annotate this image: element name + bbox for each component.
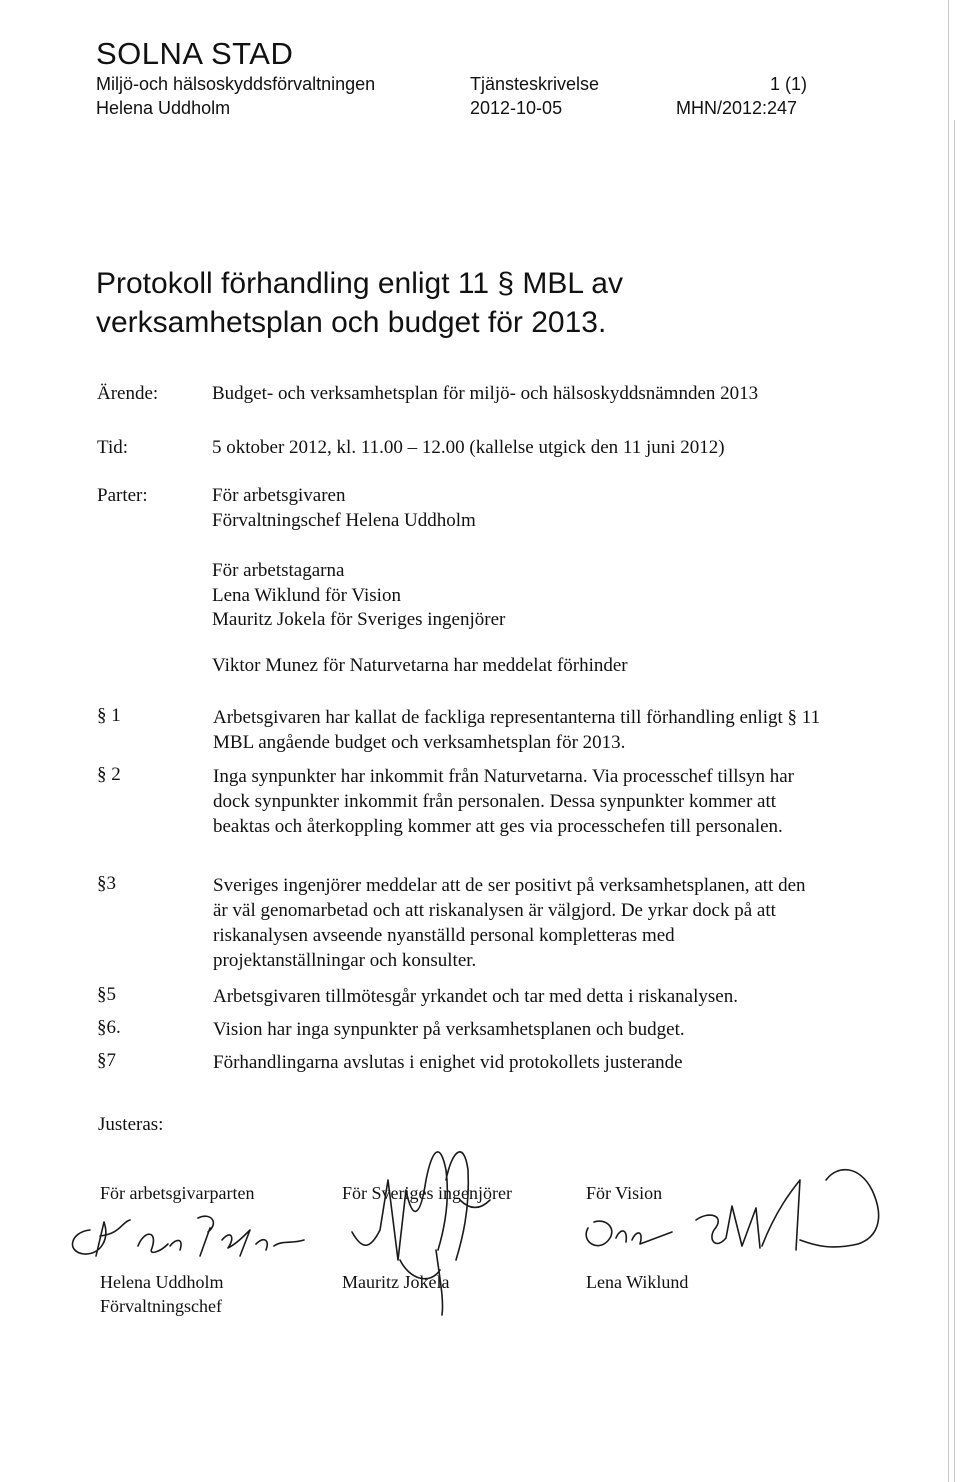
employer-representative: Förvaltningschef Helena Uddholm: [212, 510, 476, 531]
page-number: 1 (1): [770, 74, 808, 94]
parter-label: Parter:: [97, 485, 148, 506]
signature-for-employer: För arbetsgivarparten: [100, 1183, 255, 1203]
document-date: 2012-10-05: [470, 98, 563, 118]
arende-value: Budget- och verksamhetsplan för miljö- och hälsoskyddsnämnden 2013: [212, 383, 759, 404]
signatory-name: Lena Wiklund: [586, 1272, 689, 1292]
handwritten-signature: [576, 1150, 886, 1280]
scan-edge-line: [954, 120, 955, 1482]
employer-heading: För arbetsgivaren: [212, 485, 346, 506]
employees-heading: För arbetstagarna: [212, 560, 345, 581]
organization-name: SOLNA STAD: [96, 36, 294, 71]
section-label: § 2: [97, 764, 121, 785]
section-text: Vision har inga synpunkter på verksamhetsplanen och budget.: [213, 1019, 685, 1040]
author-name: Helena Uddholm: [96, 98, 231, 118]
signature-for-engineers: För Sveriges ingenjörer: [342, 1183, 512, 1203]
section-text: Inga synpunkter har inkommit från Naturvetarna. Via processchef tillsyn har dock synpunkter inkommit från personalen. Dessa synpunkter kommer att beaktas och återkoppling kommer att ges via processchefen till personalen.: [213, 766, 794, 837]
section-text: Arbetsgivaren tillmötesgår yrkandet och tar med detta i riskanalysen.: [213, 986, 738, 1007]
signatures-heading: Justeras:: [98, 1114, 164, 1135]
tid-label: Tid:: [97, 437, 128, 458]
employee-representative: Mauritz Jokela för Sveriges ingenjörer: [212, 609, 506, 630]
signatory-name: Helena Uddholm: [100, 1272, 224, 1292]
arende-label: Ärende:: [97, 383, 159, 404]
document-title: Protokoll förhandling enligt 11 § MBL av verksamhetsplan och budget för 2013.: [96, 267, 623, 339]
section-label: §7: [97, 1050, 116, 1071]
reference-number: MHN/2012:247: [676, 98, 798, 118]
signatory-name: Mauritz Jokela: [342, 1272, 450, 1292]
section-label: §5: [97, 984, 116, 1005]
handwritten-signature: [60, 1200, 340, 1270]
absent-party-note: Viktor Munez för Naturvetarna har meddelat förhinder: [212, 655, 628, 676]
section-label: §3: [97, 873, 116, 894]
department-name: Miljö-och hälsoskyddsförvaltningen: [96, 74, 376, 94]
signature-for-vision: För Vision: [586, 1183, 663, 1203]
section-text: Sveriges ingenjörer meddelar att de ser positivt på verksamhetsplanen, att den är väl genomarbetad och att riskanalysen är välgjord. De yrkar dock på att riskanalysen avseende nyanställd personal kompletteras med projektanställningar och konsulter.: [213, 875, 806, 971]
signatory-role: Förvaltningschef: [100, 1296, 222, 1316]
employee-representative: Lena Wiklund för Vision: [212, 585, 401, 606]
section-label: §6.: [97, 1017, 121, 1038]
section-text: Förhandlingarna avslutas i enighet vid protokollets justerande: [213, 1052, 683, 1073]
scan-edge-line: [948, 0, 949, 1482]
handwritten-signature: [340, 1140, 520, 1320]
tid-value: 5 oktober 2012, kl. 11.00 – 12.00 (kallelse utgick den 11 juni 2012): [212, 437, 725, 458]
section-text: Arbetsgivaren har kallat de fackliga representanterna till förhandling enligt § 11 MBL angående budget och verksamhetsplan för 2013.: [213, 707, 821, 753]
section-label: § 1: [97, 705, 121, 726]
document-type: Tjänsteskrivelse: [470, 74, 600, 94]
